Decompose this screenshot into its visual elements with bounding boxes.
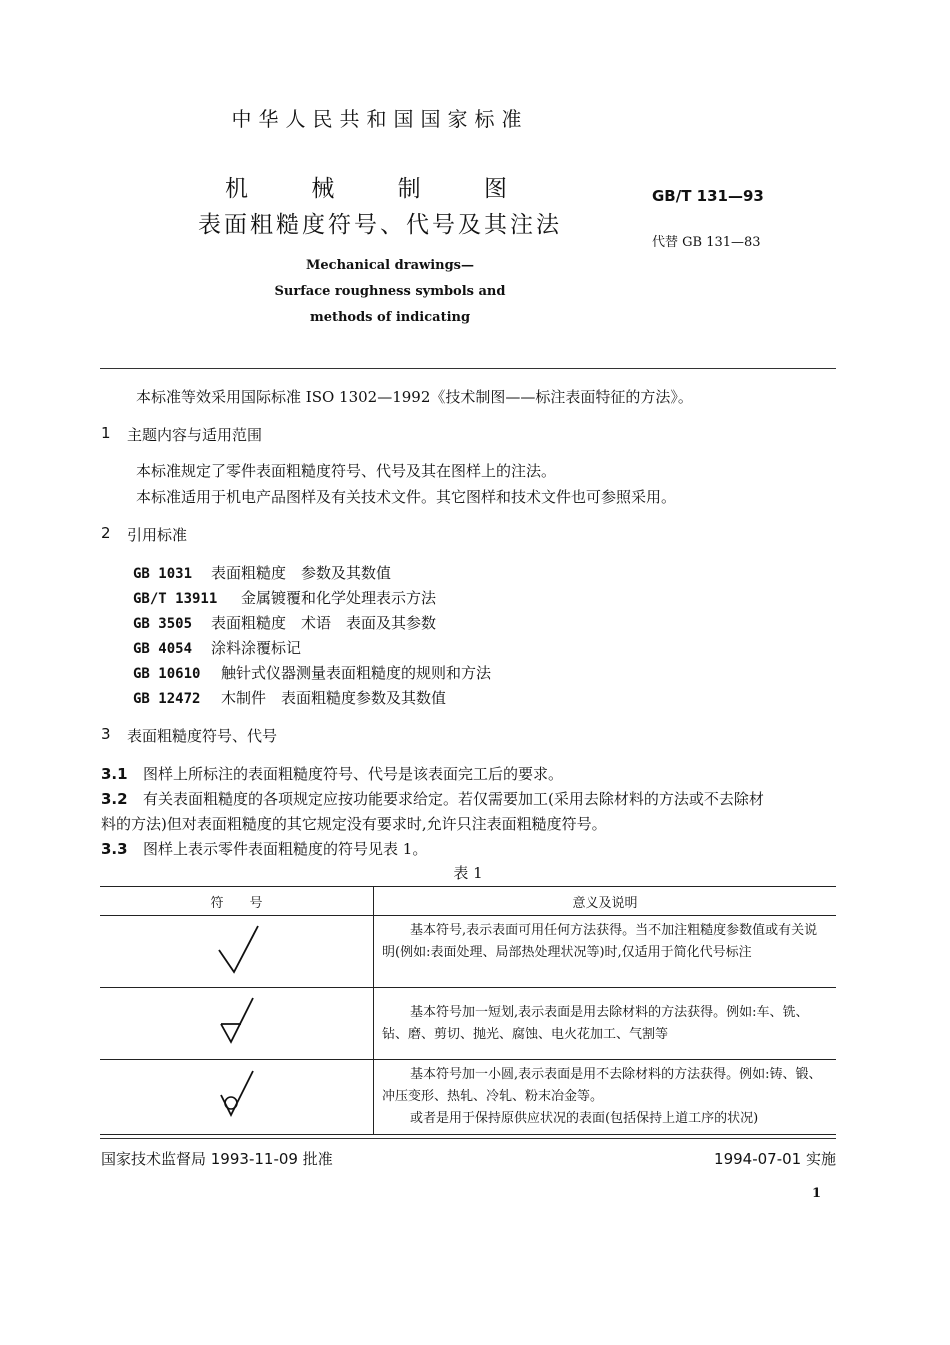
reference-code: GB/T 13911 <box>133 591 218 607</box>
reference-title: 涂料涂覆标记 <box>211 639 302 657</box>
section-1-paragraph: 本标准规定了零件表面粗糙度符号、代号及其在图样上的注法。 <box>136 462 557 480</box>
symbol-cell <box>100 916 374 988</box>
section-2-number: 2 <box>101 524 111 542</box>
reference-title: 表面粗糙度 术语 表面及其参数 <box>211 614 437 632</box>
basic-roughness-symbol-icon <box>207 920 267 980</box>
reference-title: 触针式仪器测量表面粗糙度的规则和方法 <box>221 664 492 682</box>
clause-3-1 <box>101 763 563 784</box>
reference-title: 表面粗糙度 参数及其数值 <box>211 564 392 582</box>
reference-item <box>133 587 436 608</box>
meaning-cell <box>374 1060 837 1135</box>
table-row <box>100 988 836 1060</box>
column-header-meaning: 意义及说明 <box>374 887 837 916</box>
replaces-standard: 代替 GB 131—83 <box>652 235 761 250</box>
clause-number: 3.2 <box>101 790 128 808</box>
english-title-line2: Surface roughness symbols and <box>274 284 506 299</box>
meaning-text: 基本符号,表示表面可用任何方法获得。当不加注粗糙度参数值或有关说明(例如:表面处理、局部热处理状况等)时,仅适用于简化代号标注 <box>382 923 818 960</box>
table-header-row <box>100 887 836 916</box>
footer-divider <box>100 1138 836 1139</box>
reference-item <box>133 562 391 583</box>
reference-code: GB 10610 <box>133 666 201 682</box>
meaning-text: 基本符号加一小圆,表示表面是用不去除材料的方法获得。例如:铸、锻、冲压变形、热轧、冷轧、粉末冶金等。 <box>382 1067 822 1104</box>
section-3-heading: 表面粗糙度符号、代号 <box>127 727 278 745</box>
approval-date: 国家技术监督局 1993-11-09 批准 <box>101 1150 333 1168</box>
reference-item <box>133 662 491 683</box>
reference-code: GB 3505 <box>133 616 193 632</box>
table-row <box>100 916 836 988</box>
reference-item <box>133 637 301 658</box>
meaning-cell <box>374 916 837 988</box>
reference-item <box>133 687 446 708</box>
column-header-symbol: 符 号 <box>100 887 374 916</box>
clause-3-2 <box>101 788 764 809</box>
meaning-text: 基本符号加一短划,表示表面是用去除材料的方法获得。例如:车、铣、钻、磨、剪切、抛光、腐蚀、电火花加工、气割等 <box>382 1004 809 1042</box>
english-title-line3: methods of indicating <box>309 310 471 325</box>
section-3-number: 3 <box>101 725 111 743</box>
reference-item <box>133 612 436 633</box>
reference-code: GB 4054 <box>133 641 193 657</box>
material-removal-symbol-icon <box>207 992 267 1052</box>
section-1-paragraph: 本标准适用于机电产品图样及有关技术文件。其它图样和技术文件也可参照采用。 <box>136 488 677 506</box>
clause-text: 有关表面粗糙度的各项规定应按功能要求给定。若仅需要加工(采用去除材料的方法或不去除材 <box>143 790 764 808</box>
clause-text: 图样上表示零件表面粗糙度的符号见表 1。 <box>143 840 428 858</box>
header-divider <box>100 368 836 369</box>
section-2-heading: 引用标准 <box>127 526 188 544</box>
national-standard-heading: 中华人民共和国国家标准 <box>231 107 529 131</box>
symbol-cell <box>100 1060 374 1135</box>
section-1-number: 1 <box>101 424 111 442</box>
reference-code: GB 1031 <box>133 566 193 582</box>
reference-title: 金属镀覆和化学处理表示方法 <box>241 589 437 607</box>
intro-paragraph: 本标准等效采用国际标准 ISO 1302—1992《技术制图——标注表面特征的方法》。 <box>136 388 693 406</box>
meaning-text: 或者是用于保持原供应状况的表面(包括保持上道工序的状况) <box>410 1111 759 1126</box>
no-material-removal-symbol-icon <box>207 1065 267 1125</box>
reference-code: GB 12472 <box>133 691 201 707</box>
standard-number: GB/T 131—93 <box>652 187 764 205</box>
document-title-line2: 表面粗糙度符号、代号及其注法 <box>198 212 562 238</box>
table-row <box>100 1060 836 1135</box>
english-title-line1: Mechanical drawings— <box>306 258 474 273</box>
implementation-date: 1994-07-01 实施 <box>714 1150 836 1168</box>
symbols-table <box>100 886 836 1135</box>
reference-title: 木制件 表面粗糙度参数及其数值 <box>221 689 447 707</box>
page-number: 1 <box>812 1186 822 1201</box>
symbol-cell <box>100 988 374 1060</box>
clause-number: 3.1 <box>101 765 128 783</box>
clause-text: 图样上所标注的表面粗糙度符号、代号是该表面完工后的要求。 <box>143 765 564 783</box>
section-1-heading: 主题内容与适用范围 <box>127 426 263 444</box>
clause-number: 3.3 <box>101 840 128 858</box>
clause-3-2-continuation: 料的方法)但对表面粗糙度的其它规定没有要求时,允许只注表面粗糙度符号。 <box>101 815 607 833</box>
meaning-cell <box>374 988 837 1060</box>
clause-3-3 <box>101 838 427 859</box>
table-caption: 表 1 <box>453 864 483 882</box>
document-title-line1: 机 械 制 图 <box>225 176 535 202</box>
